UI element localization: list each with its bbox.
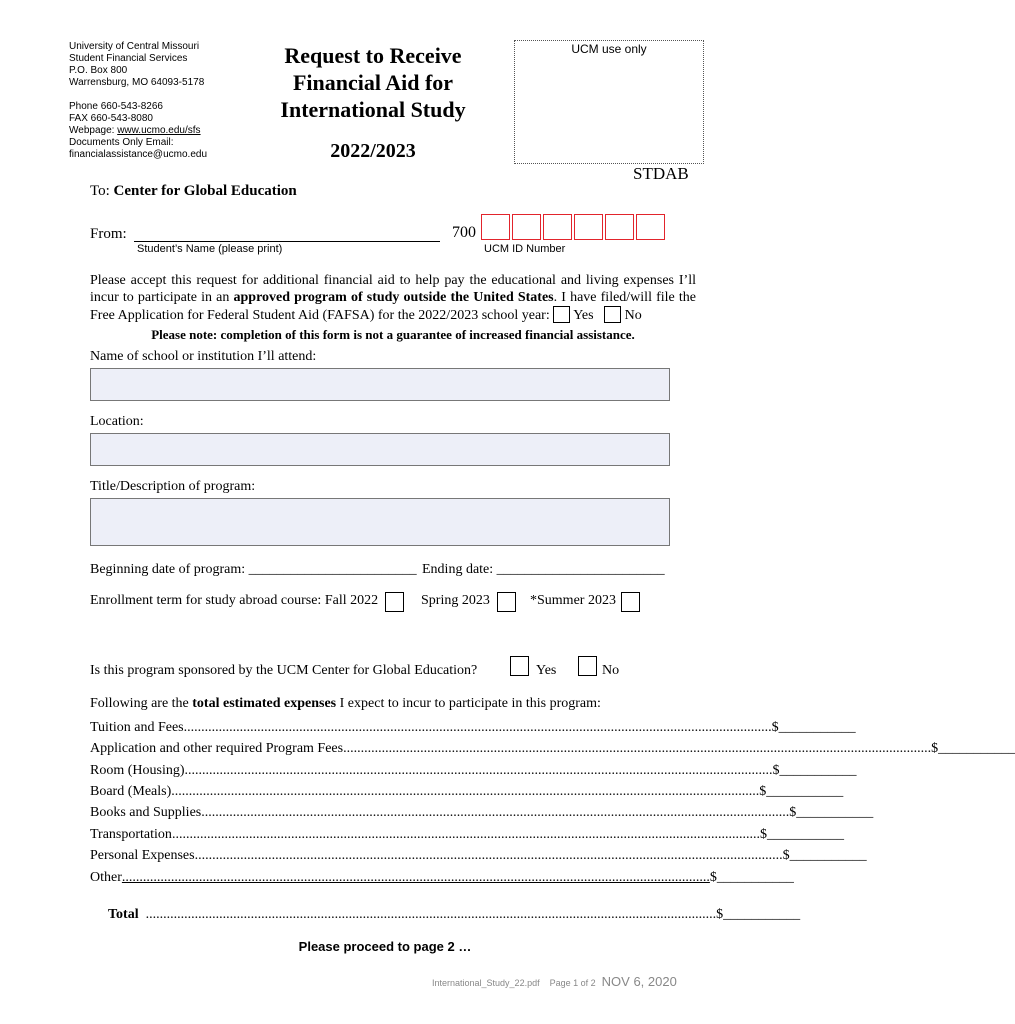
ucm-id-digit[interactable] [481, 214, 510, 240]
fax-number: FAX 660-543-8080 [69, 113, 153, 124]
ucm-id-field[interactable] [481, 214, 667, 240]
sponsored-question: Is this program sponsored by the UCM Center for Global Education? [90, 663, 478, 678]
personal-amount-field[interactable]: $___________ [782, 848, 867, 863]
expense-row-program-fees: Application and other required Program Fees ........................................................................................................................................................................ $___________ [90, 741, 1015, 756]
location-input[interactable] [90, 433, 670, 466]
board-amount-field[interactable]: $___________ [759, 784, 844, 799]
documents-email-label: Documents Only Email: [69, 137, 174, 148]
school-label: Name of school or institution I’ll attend: [90, 349, 317, 364]
ucm-id-digit[interactable] [605, 214, 634, 240]
proceed-instruction: Please proceed to page 2 … [298, 939, 472, 954]
webpage [69, 125, 207, 137]
end-date-field[interactable]: Ending date: ________________________ [422, 562, 665, 577]
ucm-id-digit[interactable] [636, 214, 665, 240]
program-title-label: Title/Description of program: [90, 479, 256, 494]
webpage-label: Webpage: [69, 125, 118, 136]
spring-2023-checkbox[interactable] [497, 592, 516, 612]
expense-row-personal: Personal Expenses ........................................................................................................................................................................ $___________ [90, 848, 867, 863]
begin-date-field[interactable]: Beginning date of program: ________________________ [90, 562, 417, 577]
expense-row-total: Total ................................................................................................................................................................... $___________ [108, 907, 801, 922]
sponsored-no-checkbox[interactable] [578, 656, 597, 676]
ucm-id-digit[interactable] [574, 214, 603, 240]
form-code: STDAB [633, 164, 689, 183]
expense-row-transportation: Transportation ........................................................................................................................................................................ $___________ [90, 827, 844, 842]
to-line: To: Center for Global Education [90, 183, 297, 199]
ucm-id-digit[interactable] [543, 214, 572, 240]
disclaimer-note: Please note: completion of this form is not a guarantee of increased financial assistance. [151, 327, 635, 342]
fafsa-no-label: No [624, 308, 642, 323]
school-input[interactable] [90, 368, 670, 401]
transportation-amount-field[interactable]: $___________ [759, 827, 844, 842]
ucm-id-prefix: 700 [452, 224, 476, 241]
webpage-link[interactable]: www.ucmo.edu/sfs [117, 125, 201, 136]
address-line: Student Financial Services [69, 53, 188, 64]
expense-row-room: Room (Housing) ........................................................................................................................................................................ $___________ [90, 763, 857, 778]
recipient: Center for Global Education [113, 183, 297, 199]
fafsa-yes-checkbox[interactable] [553, 306, 570, 323]
spring-2023-label: Spring 2023 [421, 593, 490, 608]
sponsored-yes-label: Yes [536, 663, 557, 678]
office-use-box [514, 40, 704, 164]
sponsored-no-label: No [602, 663, 620, 678]
program-title-input[interactable] [90, 498, 670, 546]
enrollment-term-label: Enrollment term for study abroad course: Fall 2022 [90, 593, 379, 608]
expense-row-board: Board (Meals) ........................................................................................................................................................................ $___________ [90, 784, 844, 799]
address-line: University of Central Missouri [69, 41, 200, 52]
address-line: P.O. Box 800 [69, 65, 128, 76]
from-label: From: [90, 226, 127, 242]
student-name-field[interactable] [134, 241, 440, 242]
location-label: Location: [90, 414, 144, 429]
fall-2022-checkbox[interactable] [385, 592, 404, 612]
summer-2023-label: *Summer 2023 [530, 593, 616, 608]
total-amount-field[interactable]: $___________ [716, 907, 801, 922]
form-title: Request to Receive Financial Aid for International Study [280, 43, 466, 122]
intro-paragraph: Please accept this request for additional financial aid to help pay the educational and living expenses I’ll incur to participate in an approved program of study outside the United States. I have filed/will file the Free Application for Federal Student Aid (FAFSA) for the 2022/2023 school year: Yes No [90, 273, 696, 323]
page-footer [432, 974, 677, 989]
footer-date: NOV 6, 2020 [601, 974, 677, 989]
books-amount-field[interactable]: $___________ [789, 805, 874, 820]
room-amount-field[interactable]: $___________ [772, 763, 857, 778]
fafsa-no-checkbox[interactable] [604, 306, 621, 323]
sponsored-yes-checkbox[interactable] [510, 656, 529, 676]
expense-row-other: Other ........................................................................................................................................................................ $___________ [90, 870, 794, 885]
aid-year: 2022/2023 [330, 140, 416, 162]
footer-filename: International_Study_22.pdf [432, 978, 540, 988]
summer-2023-checkbox[interactable] [621, 592, 640, 612]
tuition-amount-field[interactable]: $___________ [771, 720, 856, 735]
fafsa-yes-label: Yes [573, 308, 594, 323]
expense-row-books: Books and Supplies ........................................................................................................................................................................ $___________ [90, 805, 874, 820]
office-use-label: UCM use only [571, 42, 647, 56]
address-line: Warrensburg, MO 64093-5178 [69, 77, 205, 88]
student-name-caption: Student’s Name (please print) [137, 243, 283, 255]
footer-page: Page 1 of 2 [549, 978, 596, 988]
expense-row-tuition: Tuition and Fees ........................................................................................................................................................................ $___________ [90, 720, 856, 735]
program-fees-amount-field[interactable]: $___________ [931, 741, 1015, 756]
documents-email[interactable]: financialassistance@ucmo.edu [69, 149, 208, 160]
expenses-intro: Following are the total estimated expenses I expect to incur to participate in this program: [90, 696, 601, 711]
phone-number: Phone 660-543-8266 [69, 101, 163, 112]
other-amount-field[interactable]: $___________ [709, 870, 794, 885]
ucm-id-caption: UCM ID Number [484, 243, 566, 255]
ucm-id-digit[interactable] [512, 214, 541, 240]
office-address [69, 41, 207, 161]
